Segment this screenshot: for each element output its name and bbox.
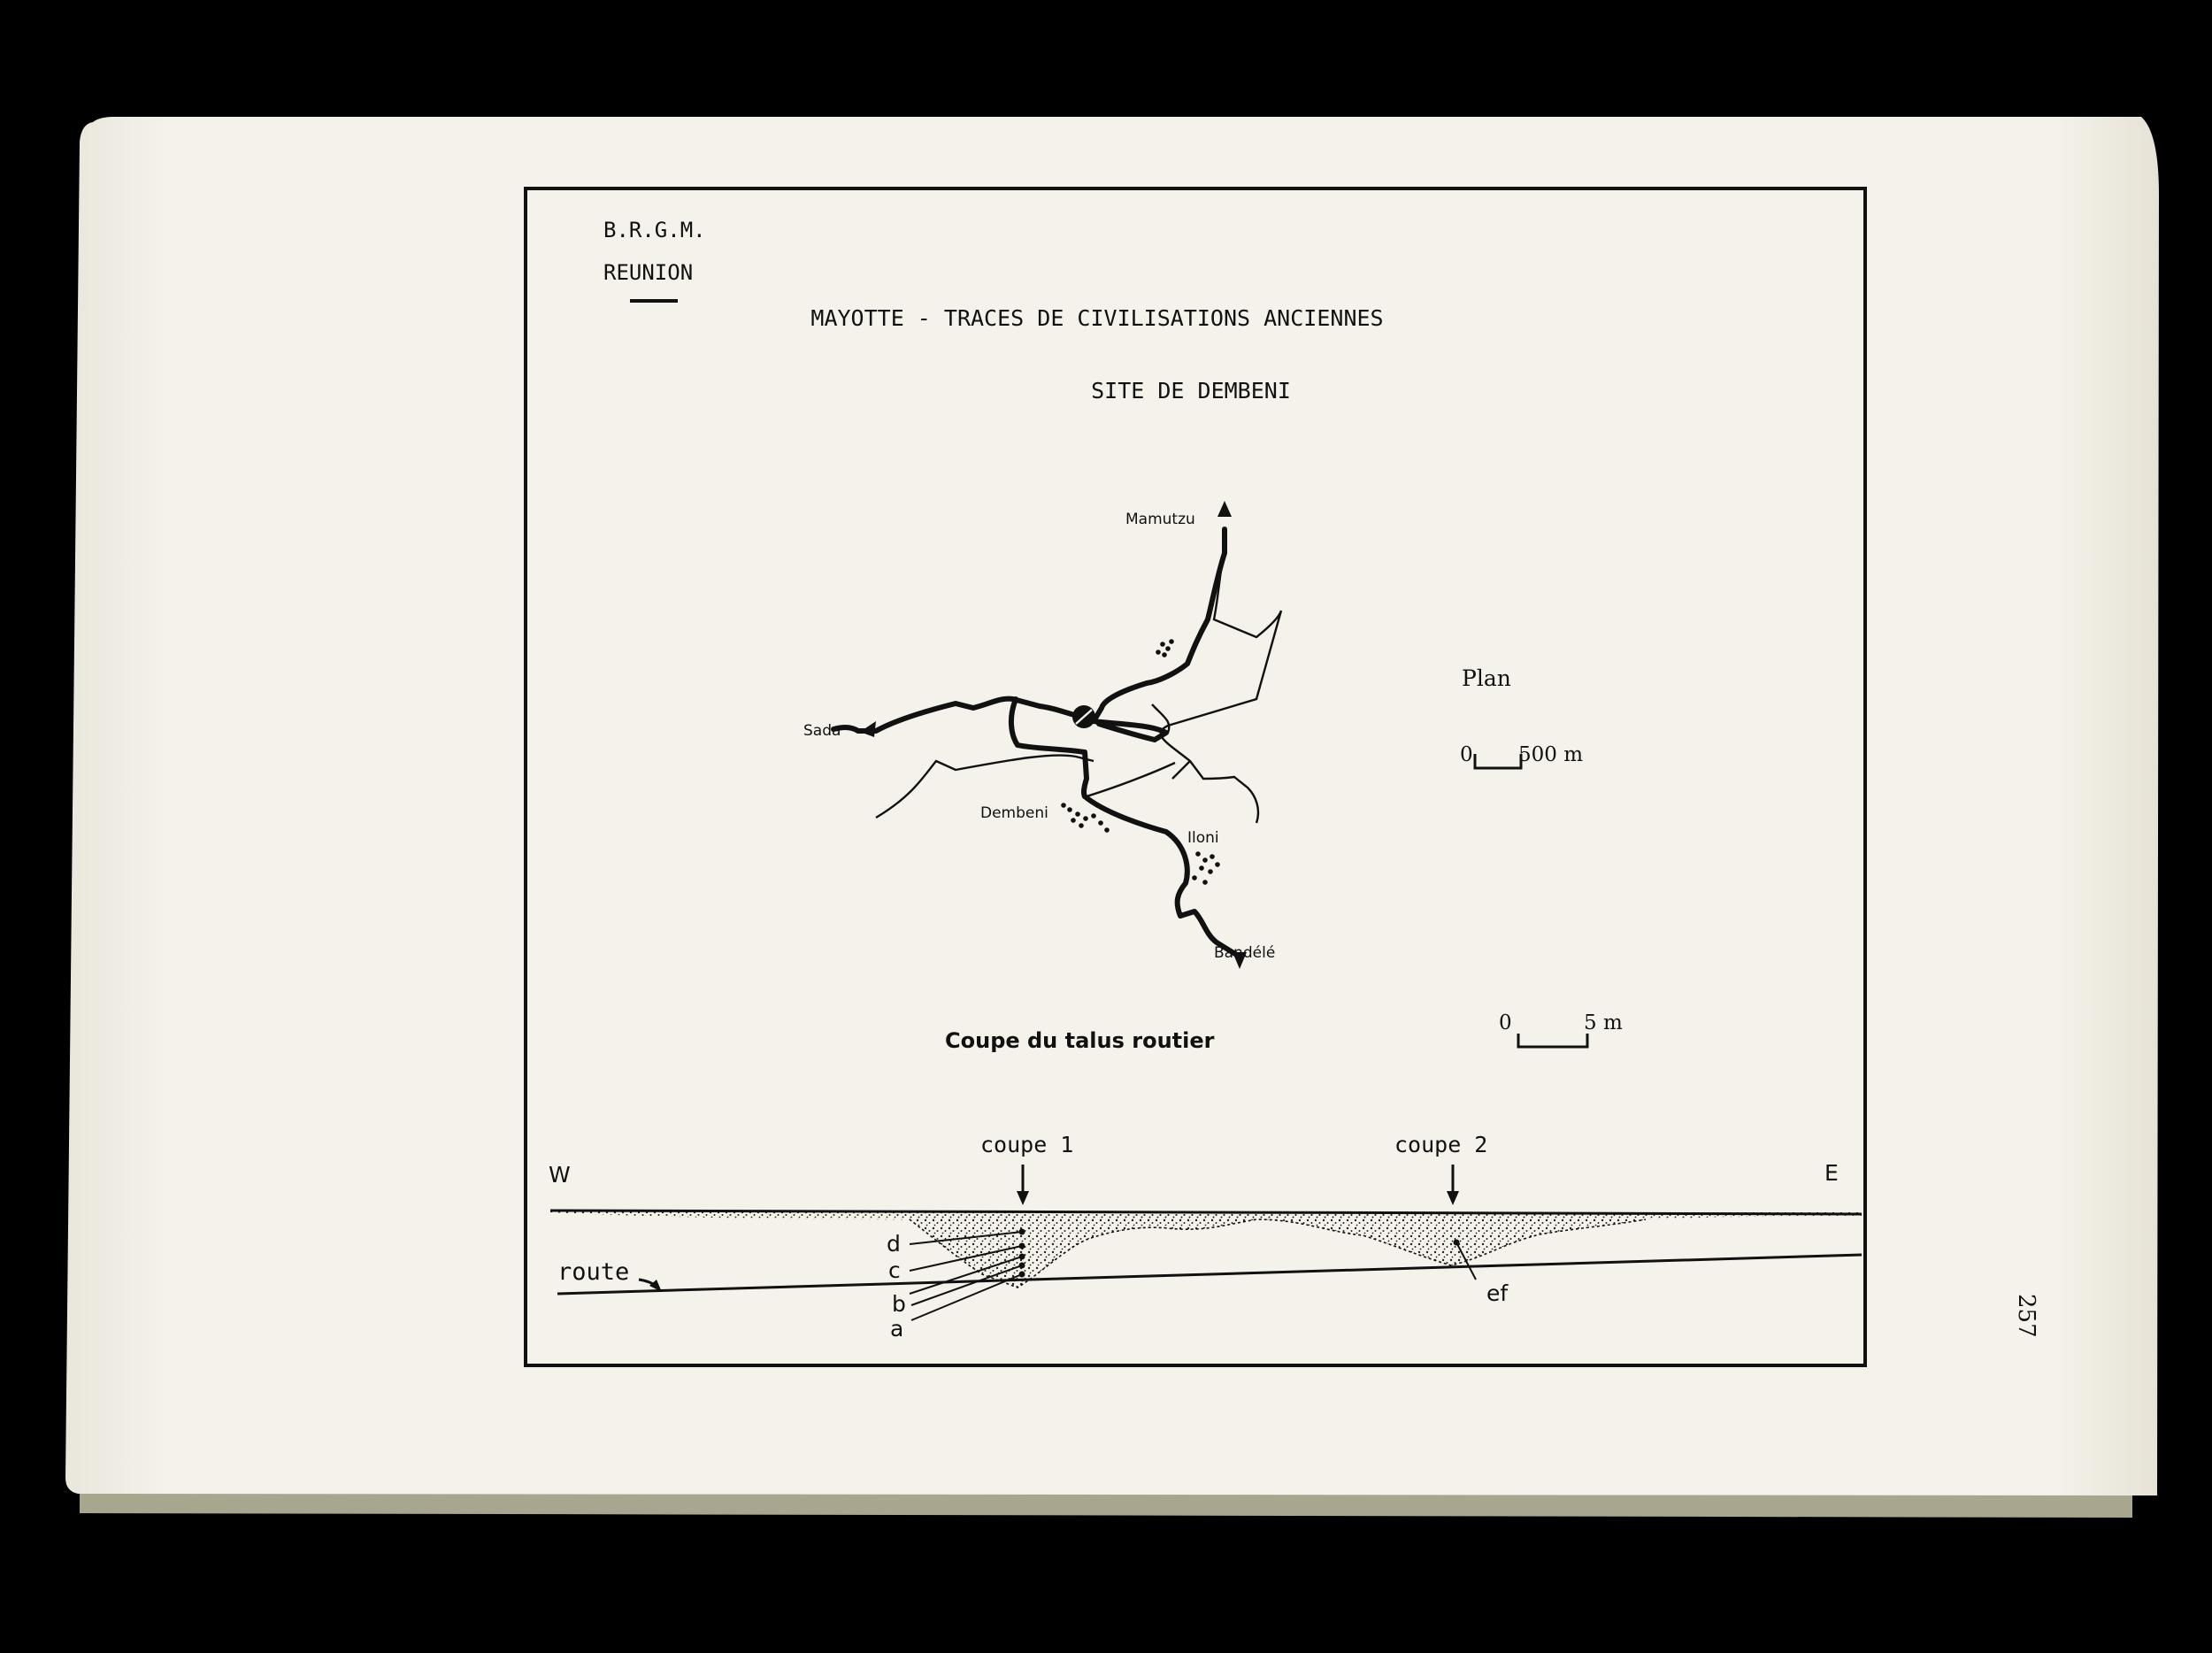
org-label: B.R.G.M. xyxy=(603,218,706,242)
layer-a-label: a xyxy=(890,1316,904,1342)
figure-subtitle: SITE DE DEMBENI xyxy=(1091,378,1291,404)
section-scale-zero: 0 xyxy=(1499,1011,1512,1034)
section-scale-value: 5 m xyxy=(1584,1011,1623,1034)
place-bandele: Bandélé xyxy=(1214,944,1276,962)
cut-1-label: coupe 1 xyxy=(980,1132,1074,1157)
layer-c-label: c xyxy=(888,1257,901,1283)
west-label: W xyxy=(549,1162,571,1188)
road-label: route xyxy=(557,1258,630,1286)
place-iloni: Iloni xyxy=(1187,829,1219,847)
layer-b-label: b xyxy=(892,1291,906,1317)
plan-scale-value: 500 m xyxy=(1518,743,1584,766)
layer-d-label: d xyxy=(887,1231,901,1257)
plan-label: Plan xyxy=(1462,665,1511,691)
place-mamutzu: Mamutzu xyxy=(1125,511,1195,528)
office-label: REUNION xyxy=(603,260,694,285)
layer-ef-label: ef xyxy=(1486,1280,1509,1306)
figure-title: MAYOTTE - TRACES DE CIVILISATIONS ANCIENNES xyxy=(810,305,1384,331)
place-sada: Sada xyxy=(803,722,841,740)
plan-scale-zero: 0 xyxy=(1460,743,1473,766)
page-number: 257 xyxy=(2013,1294,2039,1338)
section-title: Coupe du talus routier xyxy=(945,1028,1215,1053)
place-dembeni: Dembeni xyxy=(980,804,1048,822)
east-label: E xyxy=(1824,1160,1839,1186)
cut-2-label: coupe 2 xyxy=(1394,1132,1488,1157)
